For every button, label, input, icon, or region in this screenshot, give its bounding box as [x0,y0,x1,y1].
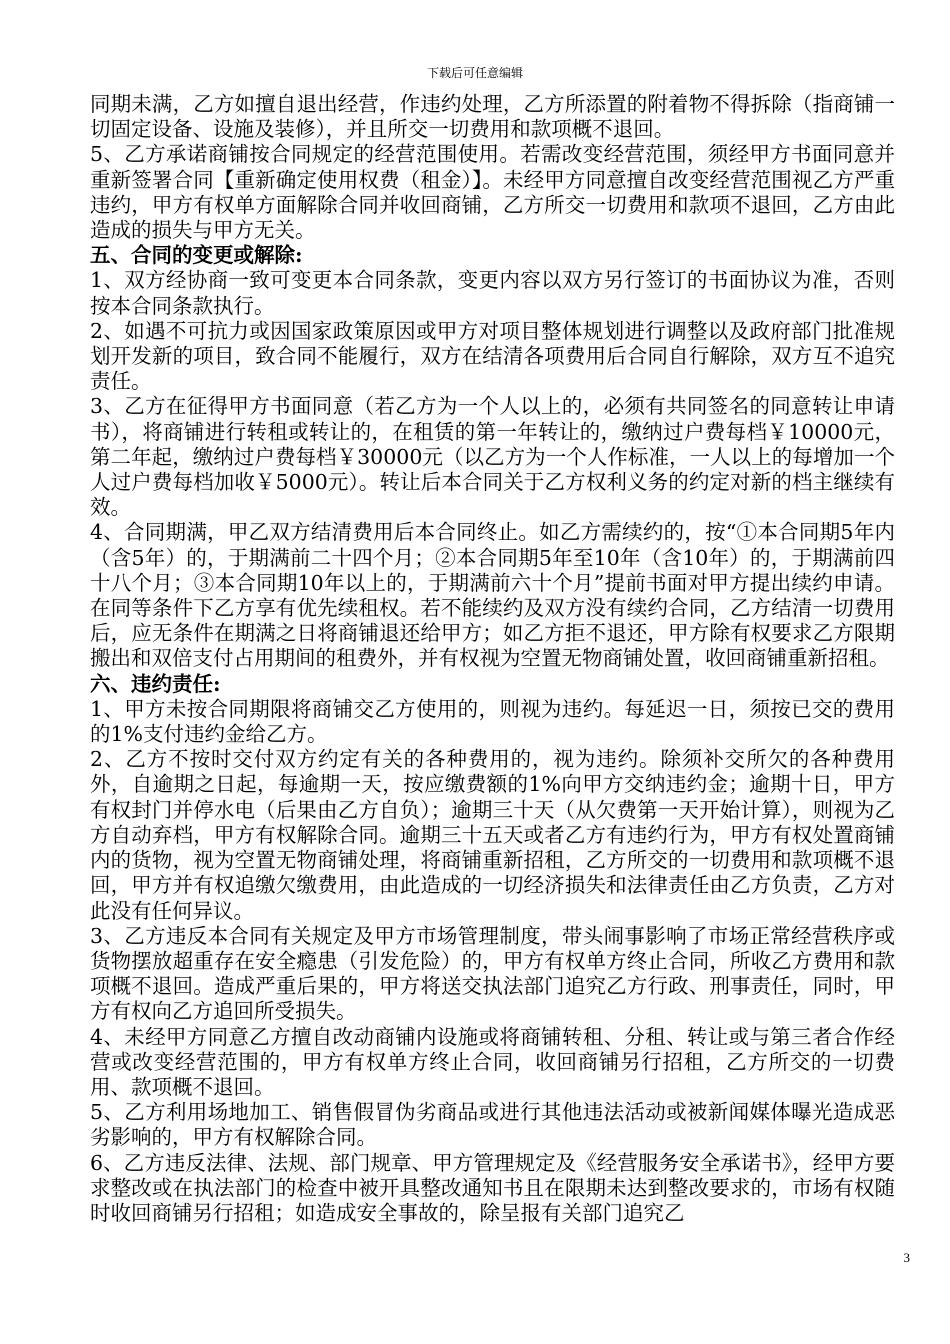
paragraph: 5、乙方利用场地加工、销售假冒伪劣商品或进行其他违法活动或被新闻媒体曝光造成恶劣影响的，甲方有权解除合同。 [90,1100,895,1150]
section-heading: 六、违约责任: [90,671,221,696]
paragraph: 2、如遇不可抗力或因国家政策原因或甲方对项目整体规划进行调整以及政府部门批准规划开发新的项目，致合同不能履行，双方在结清各项费用后合同自行解除，双方互不追究责任。 [90,318,895,394]
paragraph: 6、乙方违反法律、法规、部门规章、甲方管理规定及《经营服务安全承诺书》，经甲方要求整改或在执法部门的检查中被开具整改通知书且在限期未达到整改要求的，市场有权随时收回商铺另行招租；如造成安全事故的，除呈报有关部门追究乙 [90,1150,895,1225]
paragraph: 1、甲方未按合同期限将商铺交乙方使用的，则视为违约。每延迟一日，须按已交的费用的1%支付违约金给乙方。 [90,696,895,747]
document-body [90,92,895,1226]
paragraph: 1、双方经协商一致可变更本合同条款，变更内容以双方另行签订的书面协议为准，否则按本合同条款执行。 [90,268,895,318]
page-header-note: 下载后可任意编辑 [426,66,523,80]
paragraph: 同期未满，乙方如擅自退出经营，作违约处理，乙方所添置的附着物不得拆除（指商铺一切固定设备、设施及装修），并且所交一切费用和款项概不退回。 [90,92,895,142]
paragraph: 2、乙方不按时交付双方约定有关的各种费用的，视为违约。除须补交所欠的各种费用外，自逾期之日起，每逾期一天，按应缴费额的1%向甲方交纳违约金；逾期十日，甲方有权封门并停水电（后果由乙方自负）；逾期三十天（从欠费第一天开始计算），则视为乙方自动弃档，甲方有权解除合同。逾期三十五天或者乙方有违约行为，甲方有权处置商铺内的货物，视为空置无物商铺处理，将商铺重新招租，乙方所交的一切费用和款项概不退回，甲方并有权追缴欠缴费用，由此造成的一切经济损失和法律责任由乙方负责，乙方对此没有任何异议。 [90,747,895,923]
paragraph: 3、乙方在征得甲方书面同意（若乙方为一个人以上的，必须有共同签名的同意转让申请书），将商铺进行转租或转让的，在租赁的第一年转让的，缴纳过户费每档￥10000元，第二年起，缴纳过户费每档￥30000元（以乙方为一个人作标准，一人以上的每增加一个人过户费每档加收￥5000元）。转让后本合同关于乙方权利义务的约定对新的档主继续有效。 [90,394,895,520]
section-heading: 五、合同的变更或解除: [90,243,303,268]
paragraph: 4、未经甲方同意乙方擅自改动商铺内设施或将商铺转租、分租、转让或与第三者合作经营或改变经营范围的，甲方有权单方终止合同，收回商铺另行招租，乙方所交的一切费用、款项概不退回。 [90,1024,895,1099]
paragraph: 3、乙方违反本合同有关规定及甲方市场管理制度，带头闹事影响了市场正常经营秩序或货物摆放超重存在安全瘾患（引发危险）的，甲方有权单方终止合同，所收乙方费用和款项概不退回。造成严重后果的，甲方将送交执法部门追究乙方行政、刑事责任，同时，甲方有权向乙方追回所受损失。 [90,923,895,1024]
paragraph: 4、合同期满，甲乙双方结清费用后本合同终止。如乙方需续约的，按“①本合同期5年内（含5年）的，于期满前二十四个月；②本合同期5年至10年（含10年）的，于期满前四十八个月；③本合同期10年以上的，于期满前六十个月”提前书面对甲方提出续约申请。在同等条件下乙方享有优先续租权。若不能续约及双方没有续约合同，乙方结清一切费用后，应无条件在期满之日将商铺退还给甲方；如乙方拒不退还，甲方除有权要求乙方限期搬出和双倍支付占用期间的租费外，并有权视为空置无物商铺处置，收回商铺重新招租。 [90,520,895,671]
page-number: 3 [903,1250,910,1265]
paragraph: 5、乙方承诺商铺按合同规定的经营范围使用。若需改变经营范围，须经甲方书面同意并重新签署合同【重新确定使用权费（租金）】。未经甲方同意擅自改变经营范围视乙方严重违约，甲方有权单方面解除合同并收回商铺，乙方所交一切费用和款项不退回，乙方由此造成的损失与甲方无关。 [90,142,895,243]
